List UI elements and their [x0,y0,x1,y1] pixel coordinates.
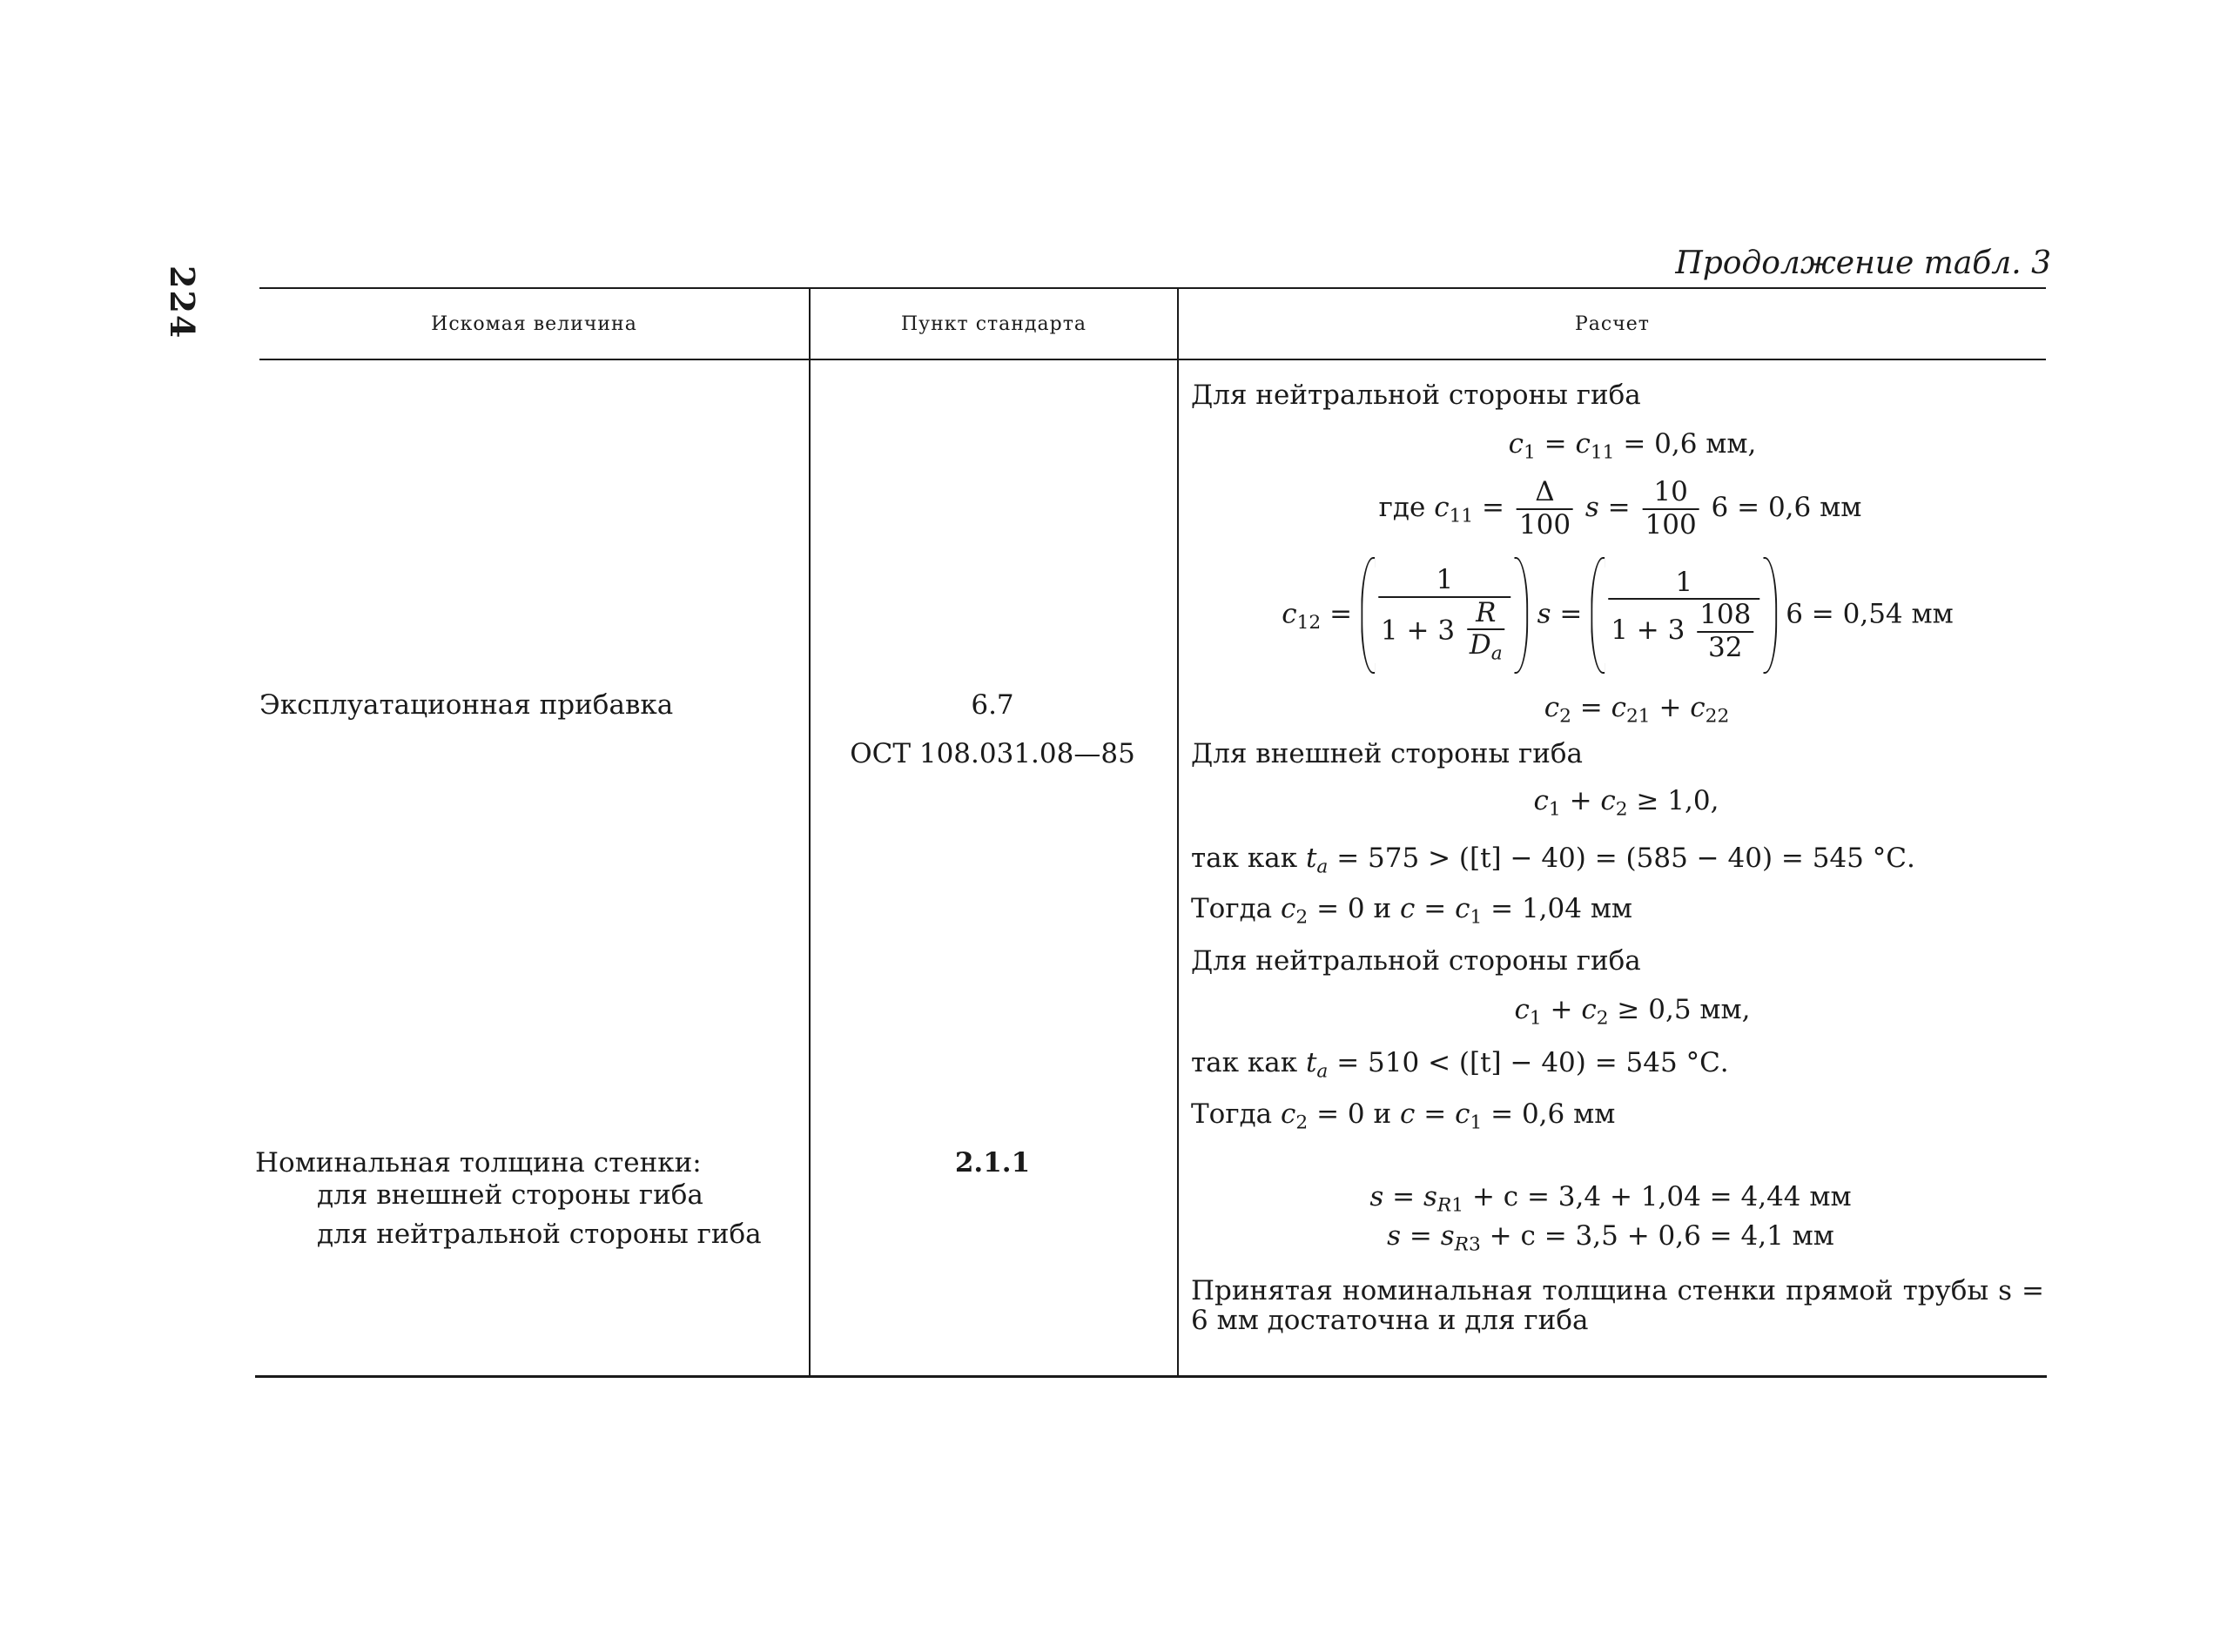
then-result-neutral: Тогда $c_2 = 0$ и $c = c_1 = 0,6$ мм [1191,1098,1616,1134]
since-condition-outer: так как $t_a = 575 > ([t] - 40) = (585 - 40) = 545$ °С. [1191,843,1915,878]
column-divider-1 [809,289,811,1375]
formula-c2: $c_2 = c_{21} + c_{22}$ [1544,692,1730,728]
formula-c1: $c_1 = c_{11} = 0,6$ мм, [1508,428,1757,464]
quantity-nominal-wall-thickness: Номинальная толщина стенки: [255,1147,702,1179]
outer-side-heading: Для внешней стороны гиба [1191,738,1584,769]
column-header-standard: Пункт стандарта [900,313,1087,335]
standard-item-6-7: 6.7 [971,689,1014,721]
formula-c12: $c_{12}$ = 1 1 + 3 $\frac{R}{D_a}$ s = 1 1 + 3 $\frac{108}{32}$ 6 = 0,54 мм [1282,557,1953,674]
formula-c1-c2-outer: $c_1 + c_2 \ge 1,0$, [1533,785,1719,821]
quantity-neutral-side: для нейтральной стороны гиба [317,1219,762,1250]
quantity-outer-side: для внешней стороны гиба [317,1179,703,1211]
formula-c11: где $c_{11}$ = $\frac{\Delta}{100}$ s = $\frac{10}{100}$ 6 = 0,6 мм [1378,476,1862,541]
formula-c1-c2-neutral: $c_1 + c_2 \ge 0,5$ мм, [1514,994,1751,1030]
quantity-operational-allowance: Эксплуатационная прибавка [259,689,674,721]
standard-item-2-1-1: 2.1.1 [954,1147,1031,1179]
conclusion-text: Принятая номинальная толщина стенки прямой трубы s = 6 мм достаточна и для гиба [1191,1275,2044,1336]
column-header-calculation: Расчет [1575,313,1650,335]
neutral-side-heading-1: Для нейтральной стороны гиба [1191,379,1641,411]
standard-document: ОСТ 108.031.08—85 [850,738,1135,769]
table-bottom-rule [255,1375,2047,1378]
column-header-quantity: Искомая величина [431,313,637,335]
neutral-side-heading-2: Для нейтральной стороны гиба [1191,945,1641,977]
formula-s-outer: $s = s_{R1} + c = 3,4 + 1,04 = 4,44$ мм [1369,1181,1852,1217]
formula-s-neutral: $s = s_{R3} + c = 3,5 + 0,6 = 4,1$ мм [1387,1220,1834,1256]
page-number: 224 [163,265,202,340]
since-condition-neutral: так как $t_a = 510 < ([t] - 40) = 545$ °С. [1191,1047,1729,1083]
column-divider-2 [1177,289,1179,1375]
then-result-outer: Тогда $c_2 = 0$ и $c = c_1 = 1,04$ мм [1191,893,1633,929]
table-top-rule [259,287,2046,289]
table-header-rule [259,359,2046,360]
table-continuation-label: Продолжение табл. 3 [1675,245,2051,281]
